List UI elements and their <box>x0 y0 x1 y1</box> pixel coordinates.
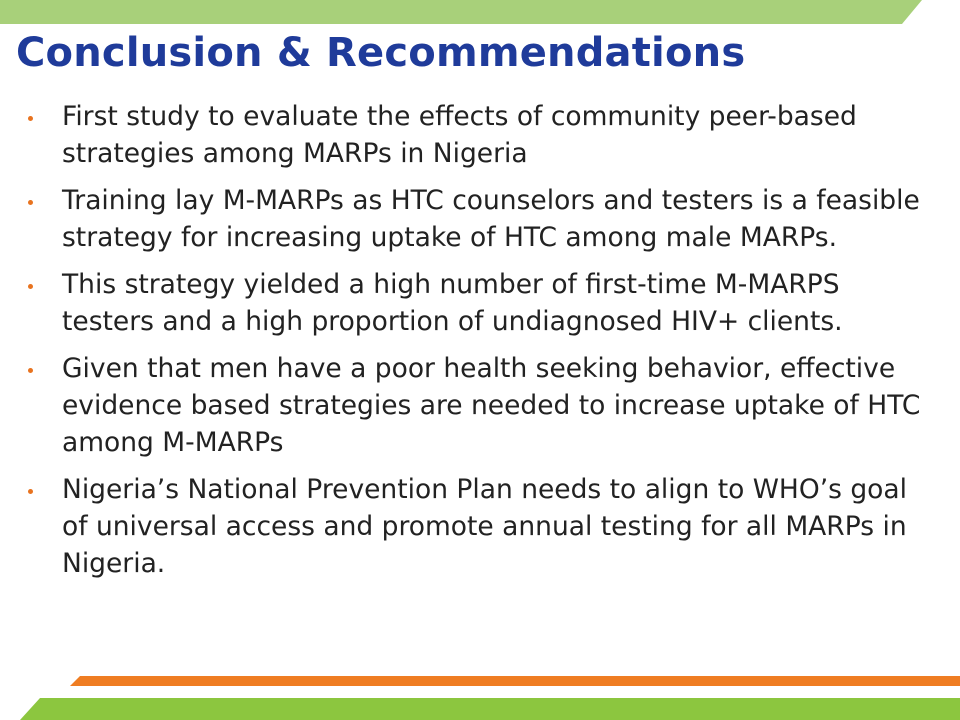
bottom-green-band <box>20 698 960 720</box>
bullet-item <box>62 182 938 256</box>
bullet-item <box>62 266 938 340</box>
bottom-decorative-band <box>0 660 960 720</box>
bullet-item <box>62 350 938 461</box>
bullet-item <box>62 98 938 172</box>
bullet-item <box>62 471 938 582</box>
top-green-band <box>0 0 960 24</box>
bullet-dot-icon <box>28 489 33 494</box>
bullet-text: First study to evaluate the effects of community peer-based strategies among MARPs in Nigeria <box>62 101 857 169</box>
bullet-dot-icon <box>28 116 33 121</box>
bullet-list <box>62 98 938 592</box>
slide-title: Conclusion & Recommendations <box>16 30 746 76</box>
bullet-text: This strategy yielded a high number of first-time M-MARPS testers and a high proportion of undiagnosed HIV+ clients. <box>62 269 843 337</box>
bullet-text: Given that men have a poor health seeking behavior, effective evidence based strategies are needed to increase uptake of HTC among M-MARPs <box>62 353 921 458</box>
bullet-text: Nigeria’s National Prevention Plan needs to align to WHO’s goal of universal access and promote annual testing for all MARPs in Nigeria. <box>62 474 907 579</box>
bullet-dot-icon <box>28 368 33 373</box>
bullet-dot-icon <box>28 284 33 289</box>
bullet-dot-icon <box>28 200 33 205</box>
bullet-text: Training lay M-MARPs as HTC counselors and testers is a feasible strategy for increasing uptake of HTC among male MARPs. <box>62 185 920 253</box>
bottom-orange-band <box>70 676 960 686</box>
